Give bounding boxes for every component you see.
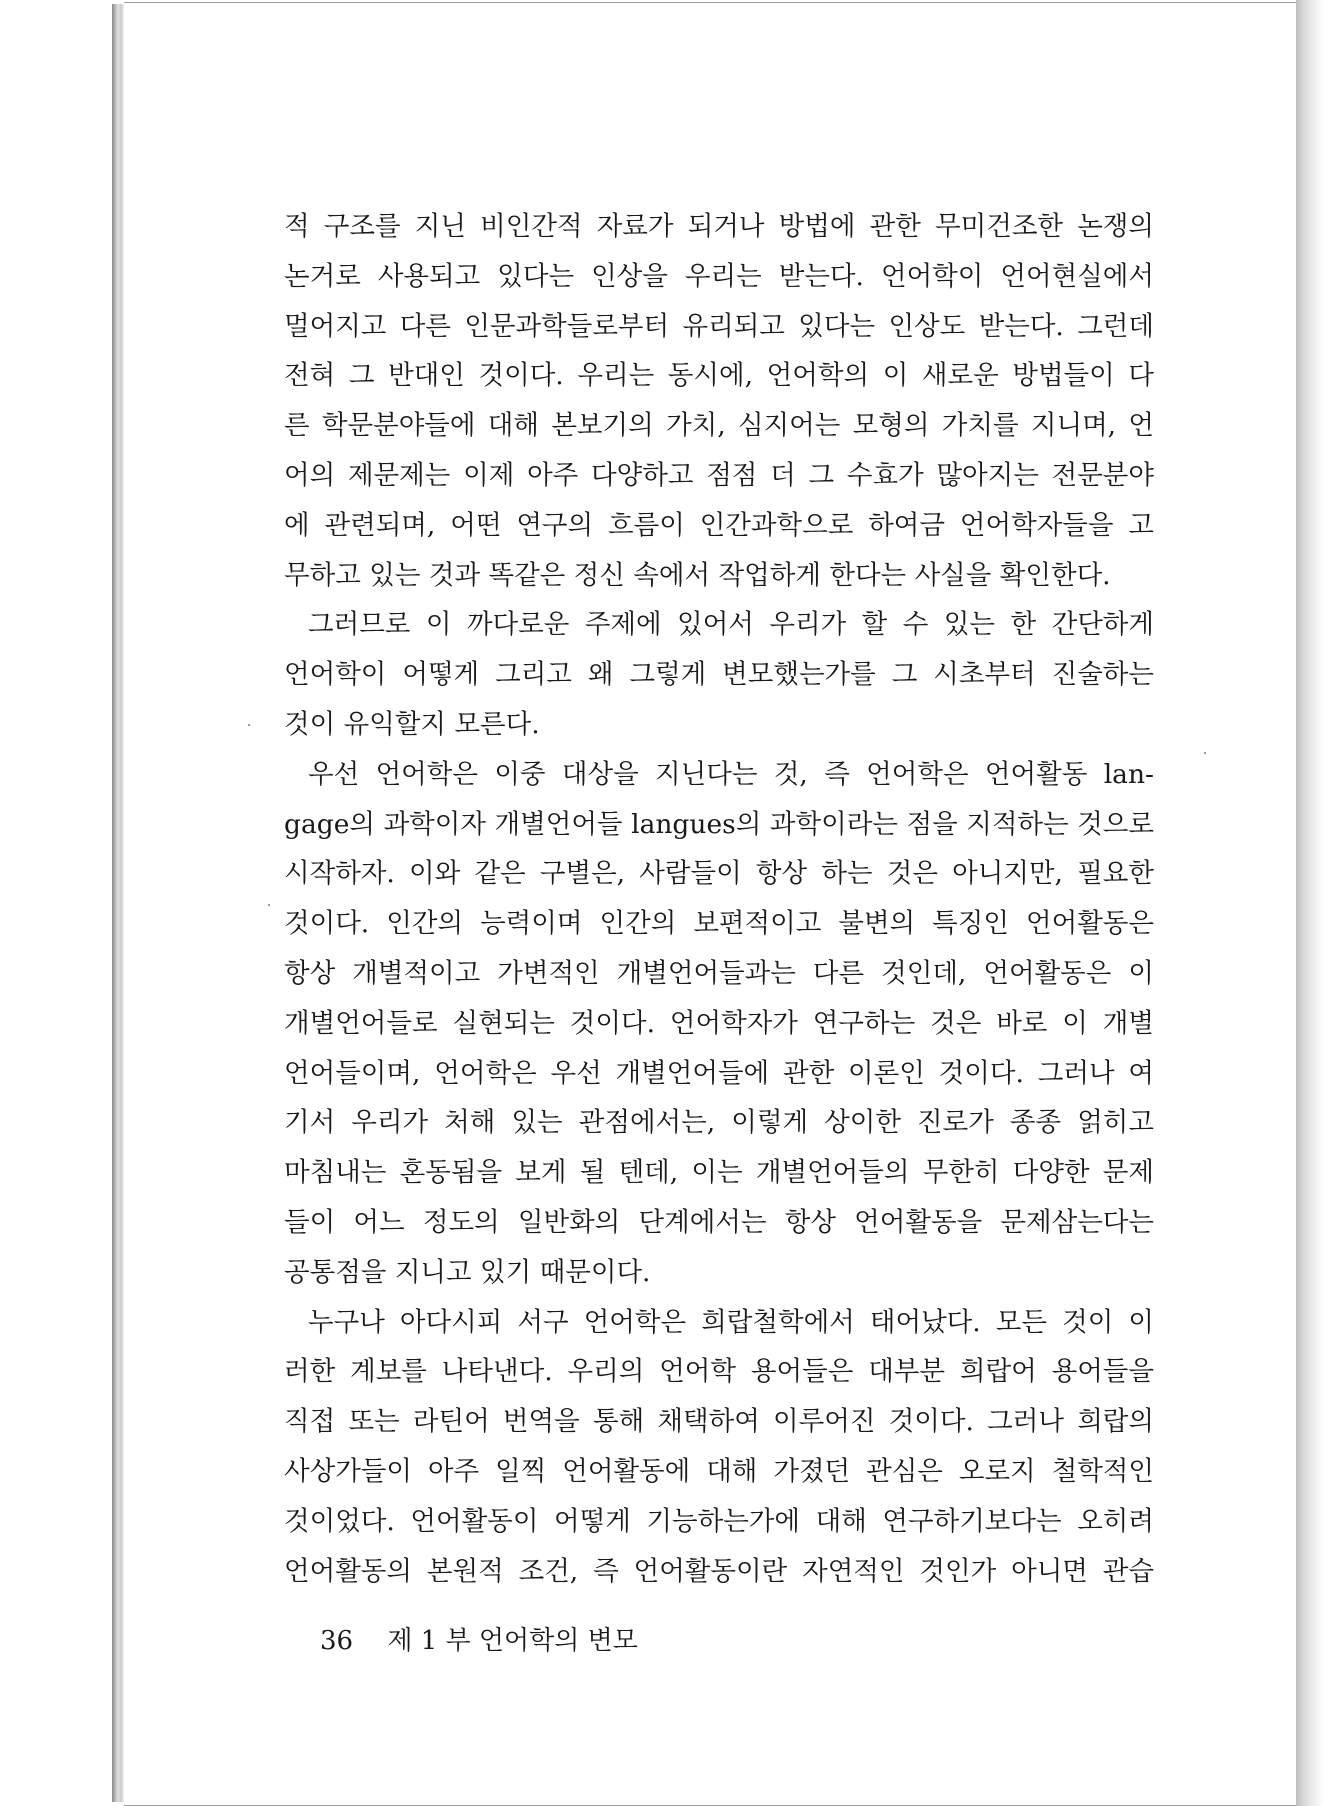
text-line: 항상 개별적이고 가변적인 개별언어들과는 다른 것인데, 언어활동은 이: [284, 957, 1154, 989]
text-line: 사상가들이 아주 일찍 언어활동에 대해 가졌던 관심은 오로지 철학적인: [284, 1455, 1154, 1487]
page-shadow: [1296, 0, 1324, 1806]
text-line: 직접 또는 라틴어 번역을 통해 채택하여 이루어진 것이다. 그러나 희랍의: [284, 1406, 1154, 1438]
text-line: 것이었다. 언어활동이 어떻게 기능하는가에 대해 연구하기보다는 오히려: [284, 1505, 1154, 1537]
text-line: 논거로 사용되고 있다는 인상을 우리는 받는다. 언어학이 언어현실에서: [284, 260, 1154, 292]
text-line: 들이 어느 정도의 일반화의 단계에서는 항상 언어활동을 문제삼는다는: [284, 1206, 1154, 1238]
text-line: 전혀 그 반대인 것이다. 우리는 동시에, 언어학의 이 새로운 방법들이 다: [284, 360, 1154, 392]
scan-speck: [1204, 752, 1206, 754]
text-line: 언어학이 어떻게 그리고 왜 그렇게 변모했는가를 그 시초부터 진술하는: [284, 659, 1154, 691]
text-line: 른 학문분야들에 대해 본보기의 가치, 심지어는 모형의 가치를 지니며, 언: [284, 410, 1154, 442]
scan-speck: [248, 724, 250, 726]
text-line: 무하고 있는 것과 똑같은 정신 속에서 작업하게 한다는 사실을 확인한다.: [284, 559, 1111, 591]
page-footer: [320, 1620, 638, 1657]
text-line: 것이다. 인간의 능력이며 인간의 보편적이고 불변의 특징인 언어활동은: [284, 908, 1154, 940]
text-line: 그러므로 이 까다로운 주제에 있어서 우리가 할 수 있는 한 간단하게: [308, 609, 1154, 641]
text-line: 마침내는 혼동됨을 보게 될 텐데, 이는 개별언어들의 무한히 다양한 문제: [284, 1157, 1154, 1189]
scan-speck: [268, 904, 270, 906]
running-title: 제 1 부 언어학의 변모: [387, 1626, 638, 1656]
text-line: 에 관련되며, 어떤 연구의 흐름이 인간과학으로 하여금 언어학자들을 고: [284, 509, 1154, 541]
page-stack-edge: [112, 4, 124, 1802]
text-line: 언어활동의 본원적 조건, 즉 언어활동이란 자연적인 것인가 아니면 관습: [284, 1555, 1154, 1587]
text-line: 우선 언어학은 이중 대상을 지닌다는 것, 즉 언어학은 언어활동 lan-: [308, 758, 1154, 790]
text-line: 기서 우리가 처해 있는 관점에서는, 이렇게 상이한 진로가 종종 얽히고: [284, 1107, 1154, 1139]
page-number: 36: [320, 1626, 354, 1656]
text-line: gage의 과학이자 개별언어들 langues의 과학이라는 점을 지적하는 것으로: [284, 808, 1154, 840]
text-line: 시작하자. 이와 같은 구별은, 사람들이 항상 하는 것은 아니지만, 필요한: [284, 858, 1154, 890]
text-line: 어의 제문제는 이제 아주 다양하고 점점 더 그 수효가 많아지는 전문분야: [284, 459, 1154, 491]
text-line: 개별언어들로 실현되는 것이다. 언어학자가 연구하는 것은 바로 이 개별: [284, 1007, 1154, 1039]
text-line: 것이 유익할지 모른다.: [284, 708, 540, 740]
text-line: 공통점을 지니고 있기 때문이다.: [284, 1256, 651, 1288]
text-line: 적 구조를 지닌 비인간적 자료가 되거나 방법에 관한 무미건조한 논쟁의: [284, 211, 1154, 242]
text-line: 누구나 아다시피 서구 언어학은 희랍철학에서 태어났다. 모든 것이 이: [308, 1306, 1154, 1338]
text-line: 언어들이며, 언어학은 우선 개별언어들에 관한 이론인 것이다. 그러나 여: [284, 1057, 1154, 1089]
text-line: 멀어지고 다른 인문과학들로부터 유리되고 있다는 인상도 받는다. 그런데: [284, 310, 1154, 342]
text-line: 러한 계보를 나타낸다. 우리의 언어학 용어들은 대부분 희랍어 용어들을: [284, 1356, 1154, 1388]
body-text: [284, 202, 1154, 1596]
